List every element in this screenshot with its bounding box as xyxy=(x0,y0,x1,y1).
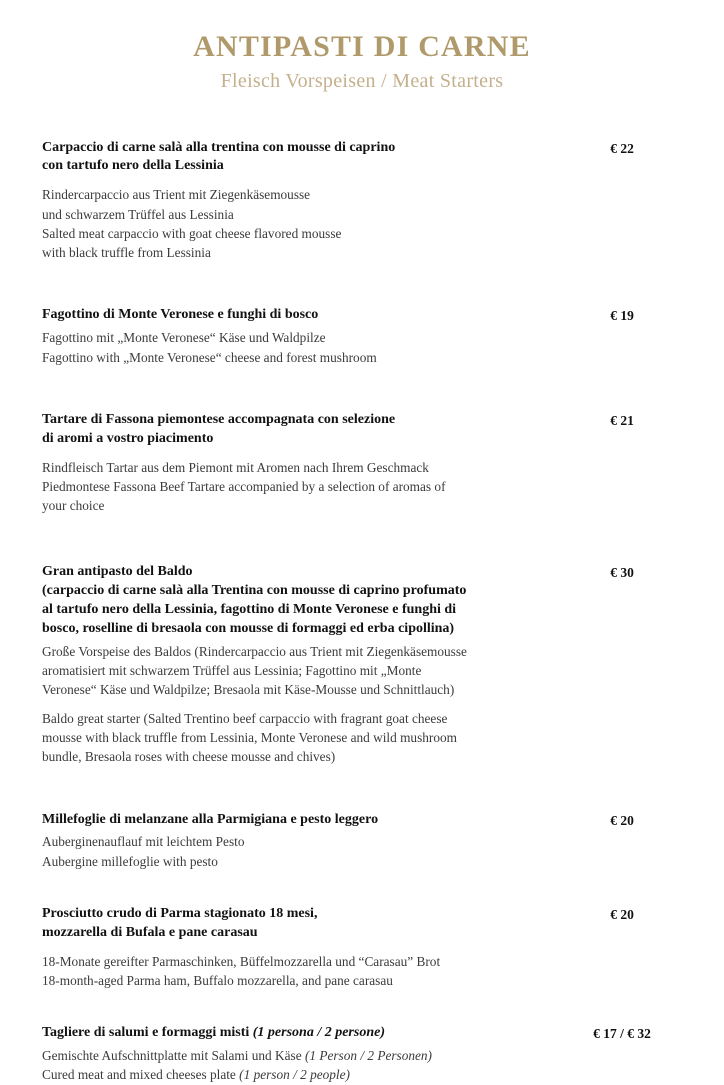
menu-item-title xyxy=(42,905,440,943)
menu-item-price: € 30 xyxy=(610,565,634,581)
menu-item xyxy=(42,563,682,766)
menu-item-title xyxy=(42,139,395,177)
menu-item-description xyxy=(42,1046,432,1085)
menu-item-title-line: di aromi a vostro piacimento xyxy=(42,430,214,446)
description-line xyxy=(42,1065,432,1084)
menu-item-description xyxy=(42,832,378,871)
menu-item xyxy=(42,1024,682,1084)
menu-item xyxy=(42,411,682,516)
menu-item xyxy=(42,905,682,990)
menu-item-content xyxy=(42,411,446,516)
description-line: Rindfleisch Tartar aus dem Piemont mit Aromen nach Ihrem Geschmack xyxy=(42,459,429,475)
description-line: Rindercarpaccio aus Trient mit Ziegenkäsemousse xyxy=(42,187,311,203)
menu-item-title xyxy=(42,306,377,325)
menu-item xyxy=(42,139,682,263)
menu-item-price: € 17 / € 32 xyxy=(593,1026,651,1042)
menu-item-title-line: Tartare di Fassona piemontese accompagnata con selezione xyxy=(42,411,396,427)
menu-item-title-line: Carpaccio di carne salà alla trentina con mousse di caprino xyxy=(42,139,396,155)
description-line: und schwarzem Trüffel aus Lessinia xyxy=(42,206,234,222)
menu-item-content xyxy=(42,811,378,871)
menu-item-description-de xyxy=(42,642,467,700)
menu-item-description-en xyxy=(42,709,467,767)
description-line: bundle, Bresaola roses with cheese mousse and chives) xyxy=(42,749,336,765)
menu-item-description xyxy=(42,185,395,262)
description-line xyxy=(42,1046,432,1065)
page-title: ANTIPASTI DI CARNE xyxy=(193,30,531,63)
menu-item-title-line: Gran antipasto del Baldo xyxy=(42,564,193,580)
menu-item-content xyxy=(42,1024,432,1084)
menu-item-list xyxy=(42,139,682,1085)
menu-item xyxy=(42,306,682,366)
menu-item-title-line: Prosciutto crudo di Parma stagionato 18 mesi, xyxy=(42,905,318,921)
menu-item-content xyxy=(42,139,395,263)
menu-header xyxy=(42,0,682,93)
menu-item-title xyxy=(42,811,378,830)
menu-item-title xyxy=(42,411,446,449)
description-line: 18-Monate gereifter Parmaschinken, Büffelmozzarella und “Carasau” Brot xyxy=(42,953,441,969)
menu-item-content xyxy=(42,306,377,366)
description-line: Auberginenauflauf mit leichtem Pesto xyxy=(42,834,245,850)
description-text: Gemischte Aufschnittplatte mit Salami und Käse xyxy=(42,1048,305,1064)
menu-item-title-line: bosco, roselline di bresaola con mousse di formaggi ed erba cipollina) xyxy=(42,621,455,637)
menu-item-price: € 22 xyxy=(610,140,634,156)
description-line: Fagottino mit „Monte Veronese“ Käse und Waldpilze xyxy=(42,330,326,346)
menu-item-price: € 21 xyxy=(610,412,634,428)
menu-item-content xyxy=(42,563,467,766)
description-qualifier: (1 Person / 2 Personen) xyxy=(304,1048,432,1064)
menu-item-title-line: Fagottino di Monte Veronese e funghi di bosco xyxy=(42,307,319,323)
page-subtitle: Fleisch Vorspeisen / Meat Starters xyxy=(220,69,504,92)
menu-item-title xyxy=(42,563,467,639)
description-line: Aubergine millefoglie with pesto xyxy=(42,853,218,869)
description-line: Baldo great starter (Salted Trentino beef carpaccio with fragrant goat cheese xyxy=(42,710,448,726)
menu-item-description xyxy=(42,328,377,367)
menu-item-description xyxy=(42,952,440,991)
menu-item-title-line: (carpaccio di carne salà alla Trentina con mousse di caprino profumato xyxy=(42,583,467,599)
menu-item-price: € 19 xyxy=(610,308,634,324)
description-qualifier: (1 person / 2 people) xyxy=(239,1067,350,1083)
description-line: mousse with black truffle from Lessinia, Monte Veronese and wild mushroom xyxy=(42,729,457,745)
description-line: Fagottino with „Monte Veronese“ cheese and forest mushroom xyxy=(42,349,377,365)
menu-item-title-line: Millefoglie di melanzane alla Parmigiana e pesto leggero xyxy=(42,811,379,827)
menu-item-title xyxy=(42,1024,432,1043)
menu-item-description xyxy=(42,458,446,516)
menu-item-title-line: mozzarella di Bufala e pane carasau xyxy=(42,924,258,940)
menu-item-title-qualifier: (1 persona / 2 persone) xyxy=(252,1025,385,1041)
description-line: 18-month-aged Parma ham, Buffalo mozzarella, and pane carasau xyxy=(42,972,393,988)
description-line: your choice xyxy=(42,498,105,514)
menu-item-title-line: al tartufo nero della Lessinia, fagottino di Monte Veronese e funghi di xyxy=(42,602,457,618)
description-line: Große Vorspeise des Baldos (Rindercarpaccio aus Trient mit Ziegenkäsemousse xyxy=(42,643,467,659)
description-line: aromatisiert mit schwarzem Trüffel aus Lessinia; Fagottino mit „Monte xyxy=(42,663,422,679)
description-line: Salted meat carpaccio with goat cheese flavored mousse xyxy=(42,225,342,241)
description-line: with black truffle from Lessinia xyxy=(42,245,211,261)
description-line: Piedmontese Fassona Beef Tartare accompanied by a selection of aromas of xyxy=(42,478,446,494)
menu-item-content xyxy=(42,905,440,990)
menu-item-price: € 20 xyxy=(610,906,634,922)
menu-item xyxy=(42,811,682,871)
menu-item-price: € 20 xyxy=(610,812,634,828)
menu-item-title-text: Tagliere di salumi e formaggi misti xyxy=(42,1025,253,1041)
description-line: Veronese“ Käse und Waldpilze; Bresaola mit Käse-Mousse und Schnittlauch) xyxy=(42,682,455,698)
menu-item-title-line: con tartufo nero della Lessinia xyxy=(42,158,224,174)
description-text: Cured meat and mixed cheeses plate xyxy=(42,1067,240,1083)
